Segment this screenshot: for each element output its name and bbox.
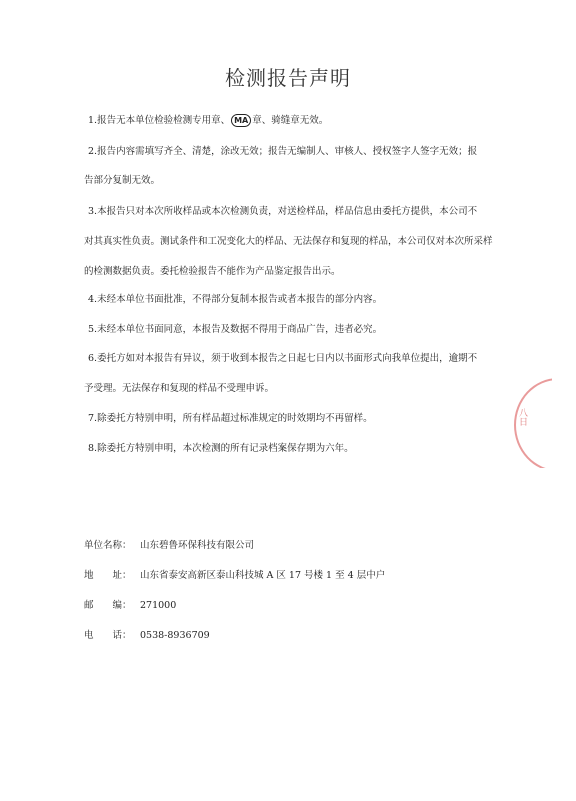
zipcode-row — [84, 597, 176, 611]
company-name-label: 单位名称： — [84, 540, 132, 551]
seal-text: 八日 — [517, 408, 527, 426]
address-row — [84, 567, 385, 581]
statement-7: 7.除委托方特别申明，所有样品超过标准规定的时效期均不再留样。 — [88, 413, 373, 424]
statement-2-line-2: 告部分复制无效。 — [84, 175, 161, 186]
company-name-row — [84, 537, 254, 551]
phone-value: 0538-8936709 — [140, 630, 210, 641]
statement-3-line-3: 的检测数据负责。委托检验报告不能作为产品鉴定报告出示。 — [84, 266, 341, 277]
red-seal-stamp — [508, 378, 552, 468]
statement-1-part-a: 1.报告无本单位检验检测专用章、 — [88, 115, 231, 126]
statement-6-line-1: 6.委托方如对本报告有异议，须于收到本报告之日起七日内以书面形式向我单位提出，逾期不 — [88, 353, 478, 364]
address-label: 地 址： — [84, 570, 132, 581]
statement-3-line-1: 3.本报告只对本次所收样品或本次检测负责，对送检样品，样品信息由委托方提供，本公司不 — [88, 206, 478, 217]
phone-label: 电 话： — [84, 630, 132, 641]
statement-1 — [88, 112, 328, 127]
phone-row — [84, 627, 210, 641]
zipcode-label: 邮 编： — [84, 600, 132, 611]
statement-6-line-2: 予受理。无法保存和复现的样品不受理申诉。 — [84, 383, 275, 394]
address-value: 山东省泰安高新区泰山科技城 A 区 17 号楼 1 至 4 层中户 — [140, 570, 386, 581]
company-name-value: 山东碧鲁环保科技有限公司 — [140, 540, 255, 551]
statement-3-line-2: 对其真实性负责。测试条件和工况变化大的样品、无法保存和复现的样品，本公司仅对本次所采样 — [84, 236, 493, 247]
statement-2-line-1: 2.报告内容需填写齐全、清楚，涂改无效；报告无编制人、审核人、授权签字人签字无效；报 — [88, 146, 478, 157]
statement-1-part-b: 章、骑缝章无效。 — [252, 115, 329, 126]
cma-seal-icon: MA — [231, 114, 251, 127]
zipcode-value: 271000 — [140, 600, 177, 611]
page-title: 检测报告声明 — [225, 66, 351, 90]
statement-8: 8.除委托方特别申明，本次检测的所有记录档案保存期为六年。 — [88, 443, 354, 454]
statement-5: 5.未经本单位书面同意，本报告及数据不得用于商品广告，违者必究。 — [88, 324, 383, 335]
statement-4: 4.未经本单位书面批准，不得部分复制本报告或者本报告的部分内容。 — [88, 294, 383, 305]
